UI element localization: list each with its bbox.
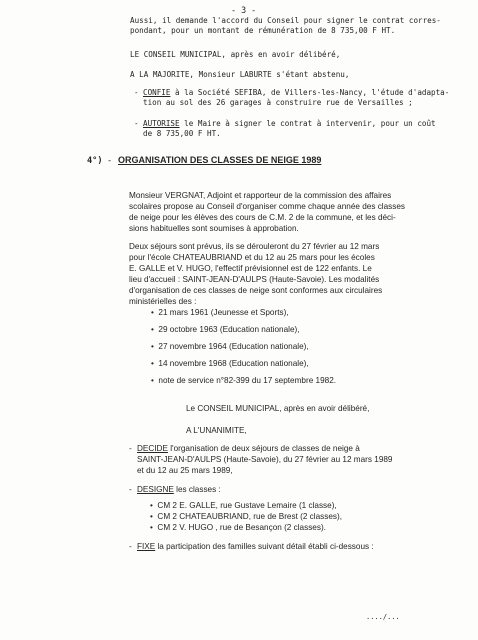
section-paragraph-2 [129, 241, 382, 307]
paragraph-line: sions habituelles sont soumises à approbation. [129, 224, 299, 233]
circular-text: note de service n°82-399 du 17 septembre 1982. [158, 376, 337, 385]
decide-text: l'organisation de deux séjours de classes de neige à [170, 444, 360, 453]
class-item: • CM 2 E. GALLE, rue Gustave Lemaire (1 classe), [150, 501, 337, 510]
fixe-item [137, 541, 374, 552]
class-item: • CM 2 V. HUGO , rue de Besançon (2 classes). [150, 523, 326, 532]
confie-keyword: CONFIE [143, 88, 171, 97]
confie-text: à la Société SEFIBA, de Villers-les-Nancy, l'étude d'adapta- [175, 88, 450, 97]
section-council-line: Le CONSEIL MUNICIPAL, après en avoir délibéré, [186, 404, 370, 413]
designe-text: les classes : [176, 485, 221, 494]
circular-text: 14 novembre 1968 (Education nationale), [158, 359, 309, 368]
fixe-text: la participation des familles suivant détail établi ci-dessous : [157, 542, 374, 551]
circular-item: • note de service n°82-399 du 17 septembre 1982. [151, 376, 337, 385]
paragraph-line: Monsieur VERGNAT, Adjoint et rapporteur de la commission des affaires [129, 191, 392, 200]
paragraph-line: scolaires propose au Conseil d'organiser comme chaque année des classes [129, 202, 406, 211]
decide-text: et du 12 au 25 mars 1989, [137, 466, 233, 475]
autorise-dash: - [134, 119, 139, 128]
autorise-first-line [143, 119, 436, 129]
confie-text: tion au sol des 26 garages à construire rue de Versailles ; [143, 98, 413, 107]
decide-first-line [137, 443, 392, 454]
autorise-text: de 8 735,00 F HT. [143, 129, 221, 138]
paragraph-line: ministérielles des : [129, 297, 197, 306]
section-unanimity-line: A L'UNANIMITE, [186, 426, 247, 435]
class-text: CM 2 E. GALLE, rue Gustave Lemaire (1 classe), [157, 501, 337, 510]
paragraph-line: d'organisation de ces classes de neige sont conformes aux circulaires [129, 286, 383, 295]
autorise-item [143, 119, 436, 139]
circular-item: • 29 octobre 1963 (Education nationale), [151, 325, 300, 334]
fixe-dash: - [129, 542, 132, 551]
section-title: ORGANISATION DES CLASSES DE NEIGE 1989 [118, 155, 322, 165]
decide-text: SAINT-JEAN-D'AULPS (Haute-Savoie), du 27 février au 12 mars 1989 [137, 455, 393, 464]
intro-line: pondant, pour un montant de rémunération de 8 735,00 F HT. [130, 26, 396, 35]
section-dash: - [107, 156, 113, 166]
designe-classes-list [150, 500, 342, 533]
fixe-line [137, 541, 374, 552]
class-text: CM 2 V. HUGO , rue de Besançon (2 classes). [157, 523, 326, 532]
section-number: 4°) [87, 156, 103, 166]
continuation-mark: ..../... [366, 613, 400, 621]
circulars-list [151, 307, 336, 386]
autorise-keyword: AUTORISE [143, 119, 180, 128]
autorise-text: le Maire à signer le contrat à intervenir, pour un coût [184, 119, 436, 128]
paragraph-line: pour l'école CHATEAUBRIAND et du 12 au 25 mars pour les écoles [129, 253, 375, 262]
section-paragraph-1 [129, 190, 405, 234]
intro-council-line: LE CONSEIL MUNICIPAL, après en avoir délibéré, [130, 50, 341, 59]
paragraph-line: lieu d'accueil : SAINT-JEAN-D'AULPS (Haute-Savoie). Les modalités [129, 275, 380, 284]
fixe-keyword: FIXE [137, 542, 156, 551]
decide-keyword: DECIDE [137, 444, 168, 453]
designe-first-line [137, 484, 221, 495]
confie-item [143, 88, 449, 108]
circular-text: 21 mars 1961 (Jeunesse et Sports), [158, 308, 289, 317]
paragraph-line: Deux séjours sont prévus, ils se dérouleront du 27 février au 12 mars [129, 242, 380, 251]
intro-paragraph [130, 16, 441, 36]
class-item: • CM 2 CHATEAUBRIAND, rue de Brest (2 classes), [150, 512, 342, 521]
paragraph-line: E. GALLE et V. HUGO, l'effectif prévisionnel est de 122 enfants. Le [129, 264, 372, 273]
circular-text: 27 novembre 1964 (Education nationale), [158, 342, 309, 351]
page-number: - 3 - [231, 5, 257, 15]
class-text: CM 2 CHATEAUBRIAND, rue de Brest (2 classes), [157, 512, 342, 521]
decide-item [137, 443, 392, 476]
circular-item: • 21 mars 1961 (Jeunesse et Sports), [151, 308, 289, 317]
paragraph-line: de neige pour les élèves des cours de C.M. 2 de la commune, et les déci- [129, 213, 396, 222]
intro-majority-line: A LA MAJORITE, Monsieur LABURTE s'étant abstenu, [130, 70, 350, 79]
confie-dash: - [134, 88, 139, 97]
designe-dash: - [129, 485, 132, 494]
designe-item [137, 484, 221, 495]
circular-item: • 27 novembre 1964 (Education nationale), [151, 342, 309, 351]
designe-keyword: DESIGNE [137, 485, 174, 494]
decide-dash: - [129, 444, 132, 453]
intro-line: Aussi, il demande l'accord du Conseil pour signer le contrat corres- [130, 16, 441, 25]
confie-first-line [143, 88, 449, 98]
circular-text: 29 octobre 1963 (Education nationale), [158, 325, 300, 334]
circular-item: • 14 novembre 1968 (Education nationale), [151, 359, 309, 368]
